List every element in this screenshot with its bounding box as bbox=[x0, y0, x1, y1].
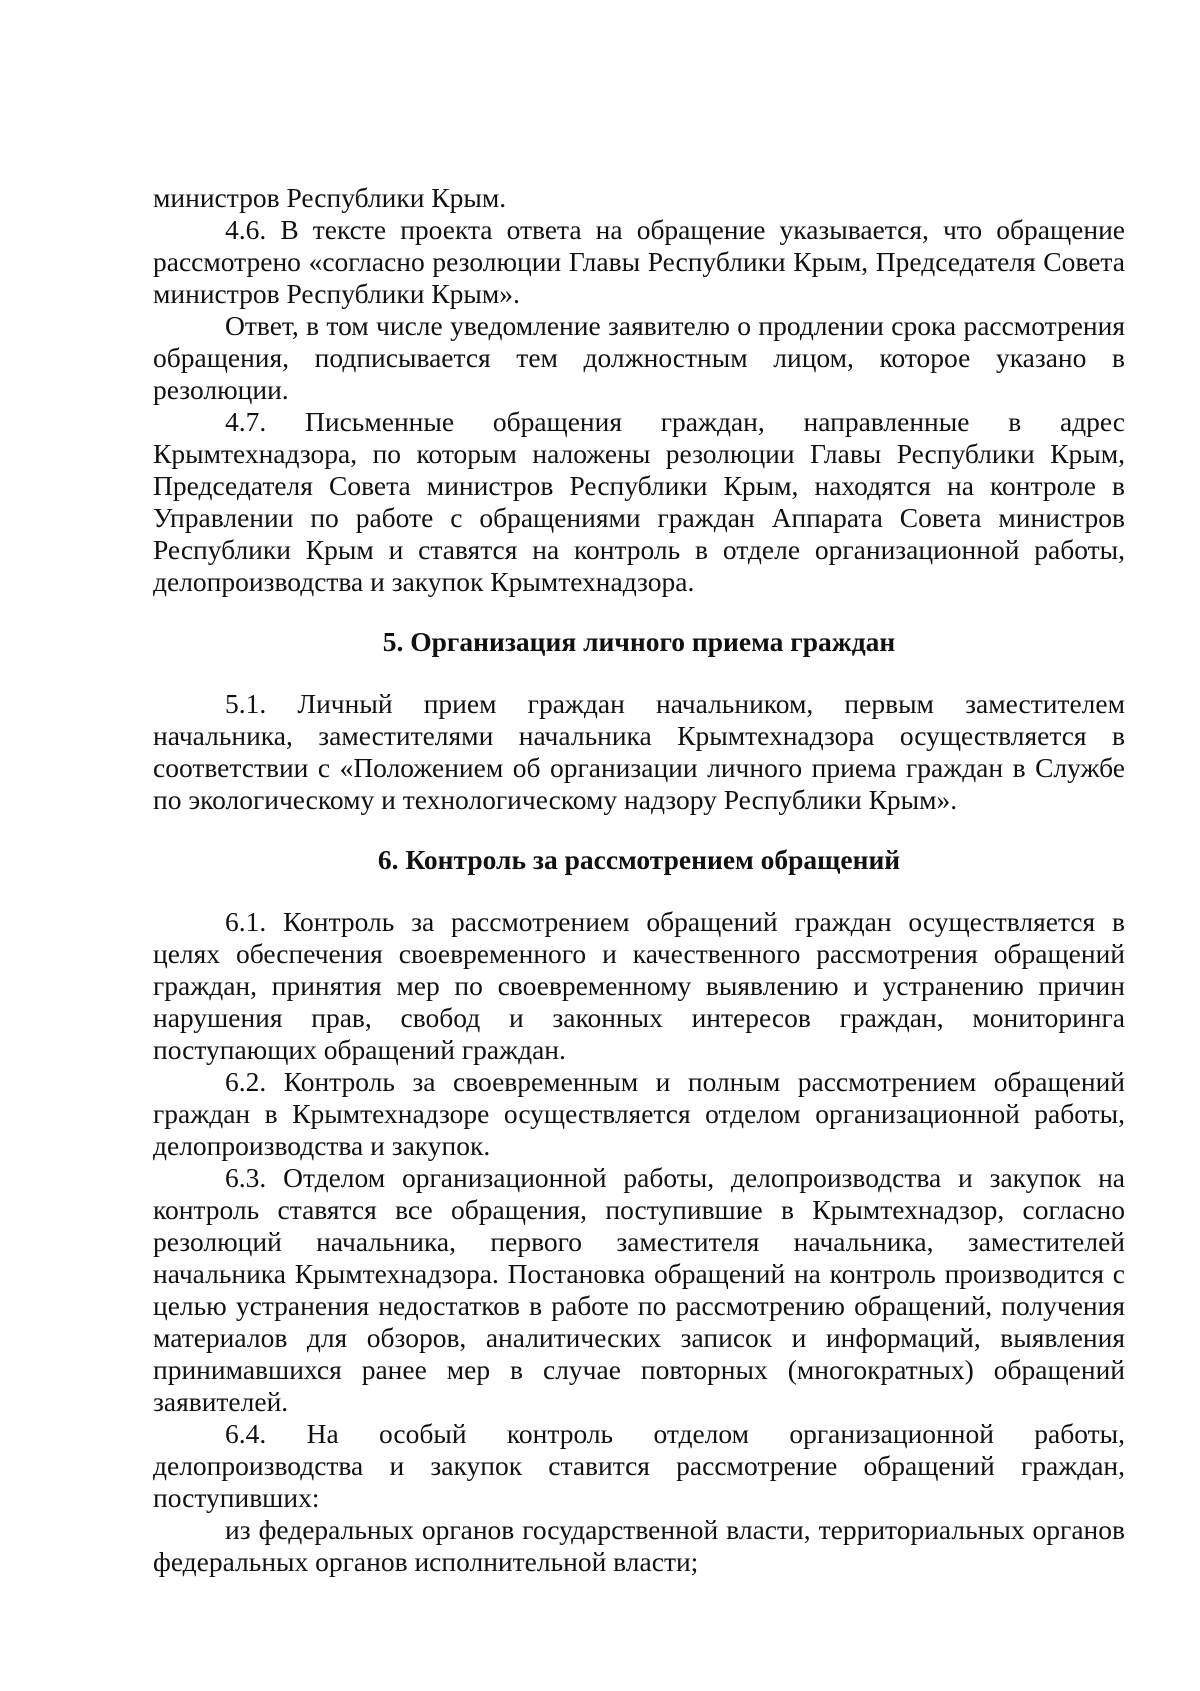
section-6-heading: 6. Контроль за рассмотрением обращений bbox=[377, 844, 901, 875]
paragraph-4-6: 4.6. В тексте проекта ответа на обращение указывается, что обращение рассмотрено «согласно резолюции Главы Республики Крым, Председателя Совета министров Республики Крым». bbox=[153, 214, 1125, 309]
document-page bbox=[153, 182, 1125, 1578]
section-5-heading: 5. Организация личного приема граждан bbox=[382, 626, 896, 657]
paragraph-4-7: 4.7. Письменные обращения граждан, направленные в адрес Крымтехнадзора, по которым наложены резолюции Главы Республики Крым, Председателя Совета министров Республики Крым, находятся на контроле в Управлении по работе с обращениями граждан Аппарата Совета министров Республики Крым и ставятся на контроль в отделе организационной работы, делопроизводства и закупок Крымтехнадзора. bbox=[153, 406, 1125, 597]
paragraph-5-1: 5.1. Личный прием граждан начальником, первым заместителем начальника, заместителями начальника Крымтехнадзора осуществляется в соответствии с «Положением об организации личного приема граждан в Службе по экологическому и технологическому надзору Республики Крым». bbox=[153, 688, 1125, 815]
paragraph-6-1: 6.1. Контроль за рассмотрением обращений граждан осуществляется в целях обеспечения своевременного и качественного рассмотрения обращений граждан, принятия мер по своевременному выявлению и устранению причин нарушения прав, свобод и законных интересов граждан, мониторинга поступающих обращений граждан. bbox=[153, 906, 1125, 1065]
paragraph-6-3: 6.3. Отделом организационной работы, делопроизводства и закупок на контроль ставятся все обращения, поступившие в Крымтехнадзор, согласно резолюций начальника, первого заместителя начальника, заместителей начальника Крымтехнадзора. Постановка обращений на контроль производится с целью устранения недостатков в работе по рассмотрению обращений, получения материалов для обзоров, аналитических записок и информаций, выявления принимавшихся ранее мер в случае повторных (многократных) обращений заявителей. bbox=[153, 1162, 1125, 1417]
paragraph-continuation: министров Республики Крым. bbox=[153, 182, 507, 213]
paragraph-6-4: 6.4. На особый контроль отделом организационной работы, делопроизводства и закупок ставится рассмотрение обращений граждан, поступивших: bbox=[153, 1418, 1125, 1513]
paragraph-answer-signing: Ответ, в том числе уведомление заявителю о продлении срока рассмотрения обращения, подписывается тем должностным лицом, которое указано в резолюции. bbox=[153, 310, 1125, 405]
paragraph-6-2: 6.2. Контроль за своевременным и полным рассмотрением обращений граждан в Крымтехнадзоре осуществляется отделом организационной работы, делопроизводства и закупок. bbox=[153, 1066, 1125, 1161]
paragraph-6-4-item: из федеральных органов государственной власти, территориальных органов федеральных органов исполнительной власти; bbox=[153, 1514, 1125, 1577]
